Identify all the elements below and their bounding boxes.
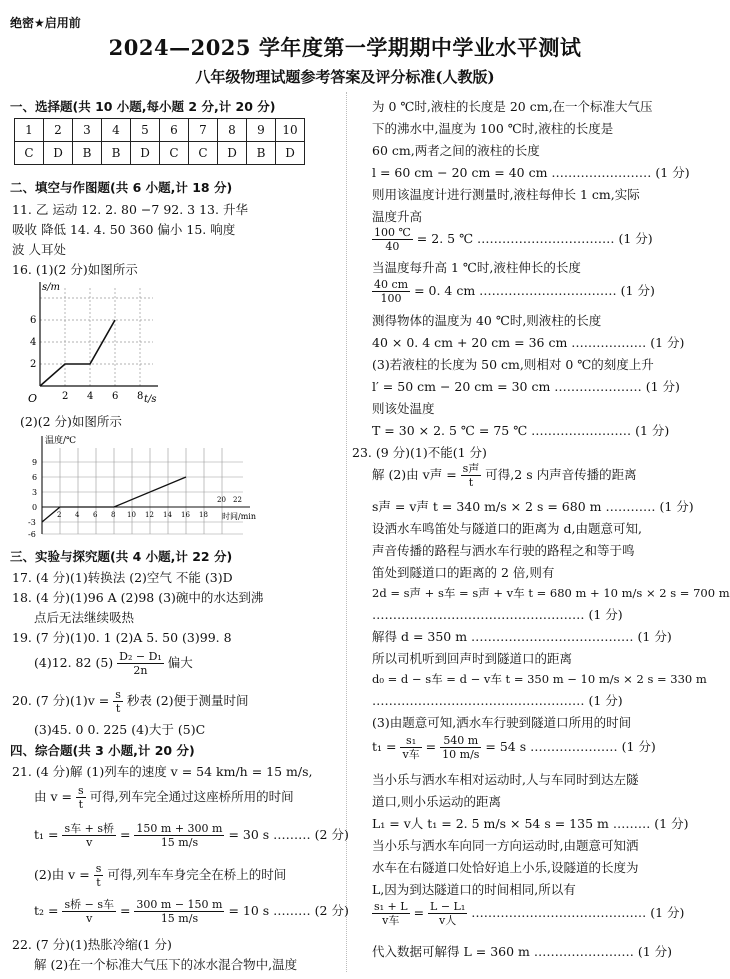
answer-text: 解 (2)由 v声 = (372, 467, 457, 482)
answer-line: 温度升高 (372, 209, 423, 224)
fraction (113, 688, 123, 715)
graph2-xtick: 12 (145, 511, 154, 519)
fraction-denominator: v (86, 912, 93, 925)
table-cell: 9 (247, 119, 276, 142)
graph2-ytick: 6 (32, 473, 38, 482)
table-cell: B (102, 142, 131, 165)
answer-text: = 10 s ……… (2 分) (228, 903, 349, 918)
fraction (400, 734, 421, 761)
table-cell: B (247, 142, 276, 165)
answer-line: 道口,则小乐运动的距离 (372, 794, 501, 809)
graph2-xtick: 20 (217, 496, 226, 504)
fraction (372, 900, 410, 927)
table-cell: C (160, 142, 189, 165)
answer-line: s声 = v声 t = 340 m/s × 2 s = 680 m ………… (1 分) (372, 499, 694, 514)
table-cell: D (276, 142, 305, 165)
fraction-denominator: 15 m/s (160, 912, 199, 925)
answer-line (372, 462, 637, 489)
fraction-denominator: t (78, 798, 83, 811)
table-cell: 7 (189, 119, 218, 142)
answer-line (34, 862, 286, 889)
table-cell: 2 (44, 119, 73, 142)
answer-line: (3)45. 0 0. 225 (4)大于 (5)C (34, 722, 206, 737)
section2-heading: 二、填空与作图题(共 6 小题,计 18 分) (10, 180, 233, 195)
graph2-ytick: 3 (32, 488, 38, 497)
graph1-ylabel: s/m (42, 282, 60, 293)
answer-line: T = 30 × 2. 5 ℃ = 75 ℃ …………………… (1 分) (372, 423, 670, 438)
fraction (372, 278, 410, 305)
fraction-denominator: v车 (402, 748, 420, 761)
fraction-numerator: s₁ (400, 734, 421, 748)
graph2-ytick: -3 (28, 518, 36, 527)
fraction-denominator: 100 (380, 292, 402, 305)
answer-line: 23. (9 分)(1)不能(1 分) (352, 445, 487, 460)
answer-line: 代入数据可解得 L = 360 m …………………… (1 分) (372, 944, 673, 959)
answer-text: …………………………………… (1 分) (471, 905, 685, 920)
answer-line: 当小乐与洒水车相对运动时,人与车同时到达左隧 (372, 772, 639, 787)
fraction-denominator: 15 m/s (160, 836, 199, 849)
answer-line: 波 人耳处 (12, 242, 66, 257)
graph2-xtick: 4 (75, 511, 80, 519)
fraction-numerator: s (77, 784, 84, 797)
graph2-xtick: 10 (127, 511, 136, 519)
graph2-ylabel: 温度/℃ (45, 436, 77, 446)
answer-line: t₁ = $\frac{\text{s₁}}{\text{v车}}$ = $\frac{540 m}{10 m/s}$ = 54 s ………………… (1 分) (372, 734, 656, 761)
answer-line: $\frac{\text{s₁ + L}}{\text{v车}}$ = $\frac{\text{L − L₁}}{\text{v人}}$ …………………………………… (1 分) (374, 900, 685, 927)
answer-text: 偏大 (167, 655, 193, 670)
answer-line: t₁ = $\frac{\text{s车 + s桥}}{v}$ = $\frac{150 m + 300 m}{15 m/s}$ = 30 s ……… (2 分) (34, 822, 349, 849)
answer-line (12, 688, 249, 715)
graph1-origin: O (28, 392, 38, 405)
answer-text: 可得,2 s 内声音传播的距离 (485, 467, 637, 482)
answer-line: 声音传播的路程与洒水车行驶的路程之和等于鸣 (372, 543, 635, 558)
answer-line: 为 0 ℃时,液柱的长度是 20 cm,在一个标准大气压 (372, 99, 653, 114)
answer-line: 11. 乙 运动 12. 2. 80 −7 92. 3 13. 升华 (12, 202, 248, 217)
answer-line: …………………………………………… (1 分) (372, 607, 623, 622)
fraction-denominator: t (115, 702, 121, 715)
graph1-ytick: 4 (30, 337, 37, 348)
answer-text: t₁ = (372, 739, 397, 754)
answer-line: 下的沸水中,温度为 100 ℃时,液柱的长度是 (372, 121, 614, 136)
table-cell: C (15, 142, 44, 165)
table-cell: 10 (276, 119, 305, 142)
answer-line: 19. (7 分)(1)0. 1 (2)A 5. 50 (3)99. 8 (12, 630, 232, 645)
answer-line: (2)(2 分)如图所示 (20, 414, 122, 429)
answer-line: 解 (2)在一个标准大气压下的冰水混合物中,温度 (34, 957, 298, 972)
answer-text: 可得,列车车身完全在桥上的时间 (107, 867, 287, 882)
answer-text: t₁ = (34, 827, 59, 842)
section3-heading: 三、实验与探究题(共 4 小题,计 22 分) (10, 549, 233, 564)
graph1-ytick: 2 (30, 359, 37, 370)
fraction (372, 226, 413, 253)
answer-text: = 2. 5 ℃ …………………………… (1 分) (416, 231, 653, 246)
fraction-numerator: s桥 − s车 (64, 898, 114, 911)
answer-text: 20. (7 分)(1)v = (12, 693, 110, 708)
answer-line: 笛处到隧道口的距离的 2 倍,则有 (372, 565, 555, 580)
fraction-numerator: 40 cm (374, 278, 409, 291)
answer-line (34, 784, 294, 811)
fraction-denominator: v车 (382, 914, 400, 927)
answer-text: = 30 s ……… (2 分) (228, 827, 349, 842)
fraction (461, 462, 482, 489)
fraction-numerator: s车 + s桥 (64, 822, 114, 835)
answer-line (372, 226, 653, 253)
answer-line: l′ = 50 cm − 20 cm = 30 cm ………………… (1 分) (372, 379, 680, 394)
table-cell: B (73, 142, 102, 165)
answer-line: 21. (4 分)解 (1)列车的速度 v = 54 km/h = 15 m/s, (12, 764, 313, 779)
fraction-numerator: D₂ − D₁ (119, 650, 162, 663)
answer-line: 设洒水车鸣笛处与隧道口的距离为 d,由题意可知, (372, 521, 642, 536)
answer-line (34, 650, 193, 677)
answer-line: 解得 d = 350 m ………………………………… (1 分) (372, 629, 672, 644)
answer-line: L,因为到达隧道口的时间相同,所以有 (372, 882, 576, 897)
graph1-ytick: 6 (30, 315, 37, 326)
fraction-numerator: 540 m (440, 734, 481, 748)
graph2-xtick: 2 (57, 511, 62, 519)
answer-text: 由 v = (34, 789, 72, 804)
section1-heading: 一、选择题(共 10 小题,每小题 2 分,计 20 分) (10, 99, 276, 114)
answer-line: 所以司机听到回声时到隧道口的距离 (372, 651, 573, 666)
answer-table (14, 118, 305, 165)
fraction-numerator: s (115, 688, 121, 701)
answer-line: 17. (4 分)(1)转换法 (2)空气 不能 (3)D (12, 570, 233, 585)
distance-time-graph (18, 278, 168, 406)
fraction-numerator: 100 ℃ (374, 226, 411, 239)
fraction-numerator: s声 (462, 462, 480, 475)
answer-line: L₁ = v人 t₁ = 2. 5 m/s × 54 s = 135 m ……… (1 分) (372, 816, 689, 831)
section4-heading: 四、综合题(共 3 小题,计 20 分) (10, 743, 195, 758)
fraction-denominator: v人 (439, 914, 457, 927)
graph1-xtick: 8 (137, 391, 144, 402)
fraction-denominator: 2n (133, 664, 148, 677)
answer-line: 22. (7 分)(1)热胀冷缩(1 分) (12, 937, 172, 952)
fraction-denominator: 10 m/s (442, 748, 480, 761)
table-cell: 1 (15, 119, 44, 142)
table-cell: D (44, 142, 73, 165)
graph2-xtick: 18 (199, 511, 208, 519)
fraction (134, 822, 224, 849)
graph2-ytick: -6 (28, 530, 36, 539)
answer-line: (3)由题意可知,洒水车行驶到隧道口所用的时间 (372, 715, 632, 730)
answer-line: (3)若液柱的长度为 50 cm,则相对 0 ℃的刻度上升 (372, 357, 654, 372)
answer-text: t₂ = (34, 903, 59, 918)
fraction-numerator: s₁ + L (374, 900, 408, 913)
fraction (428, 900, 467, 927)
graph2-xlabel: 时间/min (222, 512, 256, 521)
answer-text: (4)12. 82 (5) (34, 655, 114, 670)
answer-line: l = 60 cm − 20 cm = 40 cm …………………… (1 分) (372, 165, 690, 180)
table-cell: D (131, 142, 160, 165)
fraction-denominator: v (86, 836, 93, 849)
table-cell: 5 (131, 119, 160, 142)
answer-line: 当温度每升高 1 ℃时,液柱伸长的长度 (372, 260, 581, 275)
fraction (76, 784, 86, 811)
answer-line: 18. (4 分)(1)96 A (2)98 (3)碗中的水达到沸 (12, 590, 264, 605)
answer-line: 点后无法继续吸热 (34, 610, 135, 625)
page-title: 2024—2025 学年度第一学期期中学业水平测试 (108, 35, 582, 60)
answer-line: d₀ = d − s车 = d − v车 t = 350 m − 10 m/s × 2 s = 330 m (372, 672, 707, 686)
graph1-xlabel: t/s (144, 394, 157, 405)
graph2-xtick: 14 (163, 511, 172, 519)
fraction (62, 822, 116, 849)
temperature-time-graph (18, 430, 258, 538)
graph2-xtick: 22 (233, 496, 242, 504)
fraction-numerator: 150 m + 300 m (136, 822, 223, 835)
answer-text: = 0. 4 cm …………………………… (1 分) (414, 283, 655, 298)
fraction (134, 898, 224, 925)
answer-line: 测得物体的温度为 40 ℃时,则液柱的长度 (372, 313, 602, 328)
fraction-numerator: 300 m − 150 m (136, 898, 223, 911)
graph2-xtick: 16 (181, 511, 190, 519)
fraction (117, 650, 164, 677)
answer-line (372, 278, 655, 305)
fraction (440, 734, 481, 761)
table-cell: 3 (73, 119, 102, 142)
answer-line: 吸收 降低 14. 4. 50 360 偏小 15. 响度 (12, 222, 236, 237)
table-cell: C (189, 142, 218, 165)
answer-line: t₂ = $\frac{\text{s桥 − s车}}{v}$ = $\frac{300 m - 150 m}{15 m/s}$ = 10 s ……… (2 分) (34, 898, 349, 925)
answer-line: 16. (1)(2 分)如图所示 (12, 262, 138, 277)
answer-text: 秒表 (2)便于测量时间 (126, 693, 249, 708)
answer-text: = 54 s ………………… (1 分) (485, 739, 656, 754)
fraction-numerator: s (95, 862, 102, 875)
answer-line: 则用该温度计进行测量时,液柱每伸长 1 cm,实际 (372, 187, 640, 202)
answer-line: 40 × 0. 4 cm + 20 cm = 36 cm ……………… (1 分) (372, 335, 685, 350)
answer-line: 水车在右隧道口处恰好追上小乐,设隧道的长度为 (372, 860, 639, 875)
graph2-xtick: 8 (111, 511, 116, 519)
confidential-label: 绝密★启用前 (10, 16, 81, 30)
graph1-xtick: 6 (112, 391, 119, 402)
fraction-numerator: L − L₁ (430, 900, 466, 913)
answer-text: 可得,列车完全通过这座桥所用的时间 (89, 789, 294, 804)
answer-text: (2)由 v = (34, 867, 90, 882)
answer-line: 2d = s声 + s车 = s声 + v车 t = 680 m + 10 m/s × 2 s = 700 m (372, 586, 730, 600)
graph1-xtick: 4 (87, 391, 94, 402)
answer-line: 60 cm,两者之间的液柱的长度 (372, 143, 540, 158)
table-cell: 6 (160, 119, 189, 142)
graph1-xtick: 2 (62, 391, 69, 402)
answer-line: …………………………………………… (1 分) (372, 693, 623, 708)
graph2-xtick: 6 (93, 511, 98, 519)
fraction-denominator: t (96, 876, 101, 889)
table-cell: D (218, 142, 247, 165)
graph2-ytick: 9 (32, 458, 38, 467)
fraction-denominator: t (468, 476, 474, 489)
fraction (94, 862, 104, 889)
fraction-denominator: 40 (385, 240, 400, 253)
graph2-ytick: 0 (32, 503, 38, 512)
answer-table-numbers (15, 119, 305, 142)
table-cell: 4 (102, 119, 131, 142)
answer-line: 当小乐与洒水车向同一方向运动时,由题意可知洒 (372, 838, 639, 853)
answer-line: 则该处温度 (372, 401, 435, 416)
fraction (62, 898, 116, 925)
page-subtitle: 八年级物理试题参考答案及评分标准(人教版) (195, 68, 495, 86)
answer-table-answers (15, 142, 305, 165)
table-cell: 8 (218, 119, 247, 142)
